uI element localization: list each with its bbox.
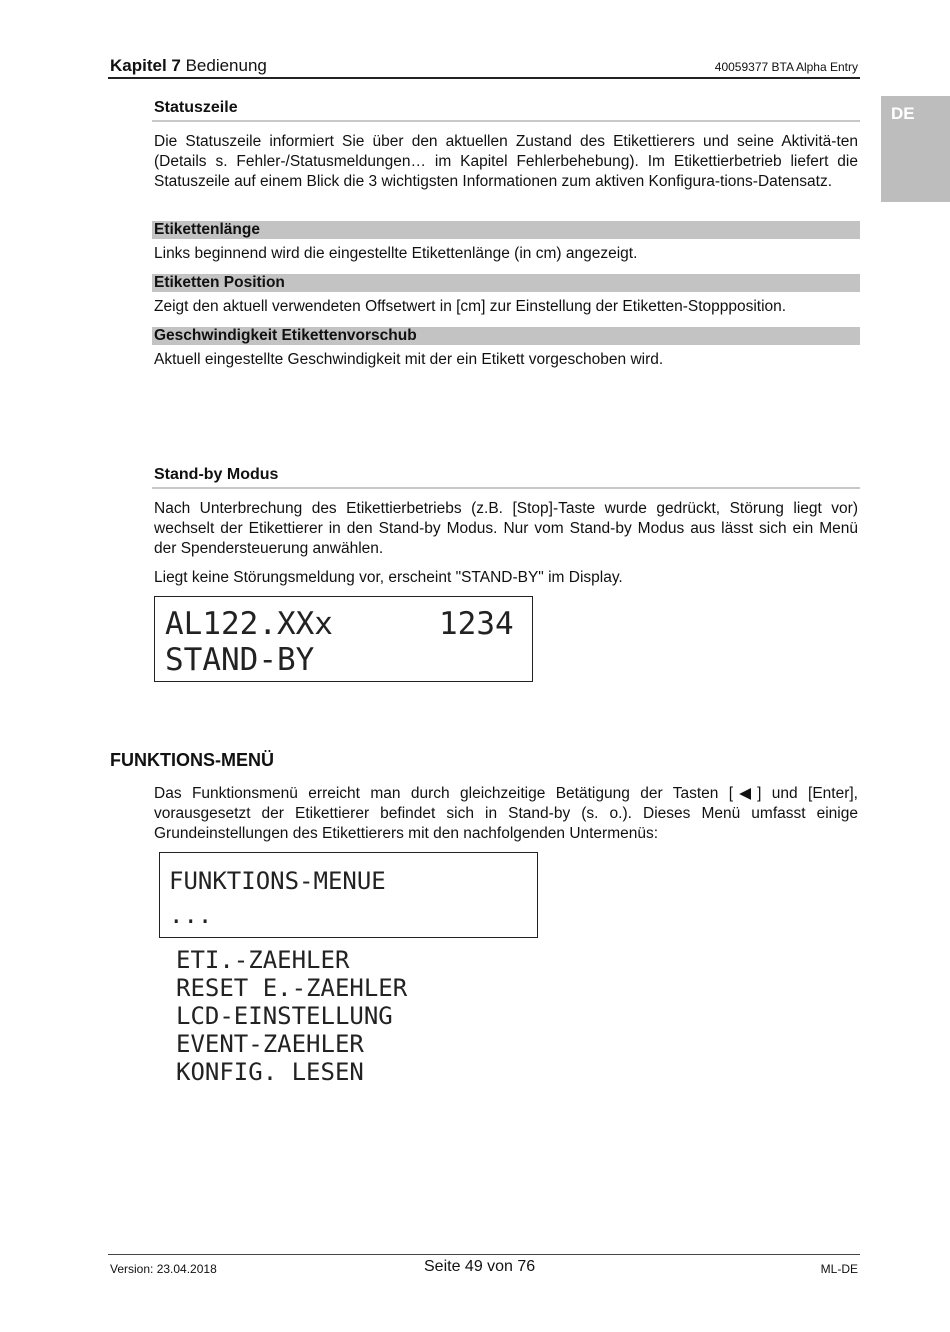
funktionsmenu-lcd-display — [159, 852, 538, 938]
standby-lcd-display — [154, 596, 533, 682]
field-text-geschwindigkeit: Aktuell eingestellte Geschwindigkeit mit der ein Etikett vorgeschoben wird. — [154, 351, 664, 368]
header-rule — [108, 77, 860, 79]
chapter-heading — [110, 56, 267, 76]
lcd-line-1-right: 1234 — [439, 606, 514, 642]
field-label: Etikettenlänge — [154, 221, 260, 238]
field-text-etikettenlaenge: Links beginnend wird die eingestellte Etikettenlänge (in cm) angezeigt. — [154, 245, 638, 262]
footer-code: ML-DE — [820, 1262, 858, 1276]
standby-text: Nach Unterbrechung des Etikettierbetriebs (z.B. [Stop]-Taste wurde gedrückt, Störung liegt vor) wechselt der Etikettierer in den Stand-by Modus. Nur vom Stand-by Modus aus lässt sich ein Menü der Spendersteuerung anwählen. — [154, 500, 858, 557]
lcd-line-2: ... — [169, 901, 213, 929]
chapter-name: Bedienung — [180, 56, 267, 75]
lcd-line-1-left: AL122.XXx — [165, 606, 333, 642]
language-tab — [881, 96, 950, 202]
standby-display-hint: Liegt keine Störungsmeldung vor, erscheint "STAND-BY" im Display. — [154, 569, 623, 586]
standby-title: Stand-by Modus — [154, 466, 279, 483]
submenu-item: RESET E.-ZAEHLER — [176, 974, 408, 1002]
footer-rule — [108, 1254, 860, 1255]
field-bar-etiketten-position — [152, 274, 860, 292]
field-label: Etiketten Position — [154, 274, 285, 291]
language-tab-label: DE — [891, 104, 915, 123]
field-bar-geschwindigkeit — [152, 327, 860, 345]
statuszeile-title: Statuszeile — [154, 99, 238, 116]
submenu-item: LCD-EINSTELLUNG — [176, 1002, 393, 1030]
field-bar-etikettenlaenge — [152, 221, 860, 239]
footer-version: Version: 23.04.2018 — [110, 1262, 217, 1276]
submenu-item: ETI.-ZAEHLER — [176, 946, 350, 974]
funktionsmenu-title: FUNKTIONS-MENÜ — [110, 750, 274, 770]
funktionsmenu-text: Das Funktionsmenü erreicht man durch gleichzeitige Betätigung der Tasten [◀] und [Enter], vorausgesetzt der Etikettierer befindet sich in Stand-by (s. o.). Dieses Menü umfasst einige Grundeinstellungen des Etikettierers mit den nachfolgenden Untermenüs: — [154, 785, 858, 842]
document-id: 40059377 BTA Alpha Entry — [714, 60, 858, 74]
statuszeile-rule — [152, 120, 860, 122]
lcd-line-2: STAND-BY — [165, 642, 315, 678]
footer-page-number: Seite 49 von 76 — [424, 1258, 536, 1275]
chapter-number: Kapitel 7 — [110, 56, 181, 75]
statuszeile-text: Die Statuszeile informiert Sie über den aktuellen Zustand des Etikettierers und seine Aktivitä-ten (Details s. Fehler-/Statusmeldungen… im Kapitel Fehlerbehebung). Im Etikettierbetrieb liefert die Statuszeile auf einem Blick die 3 wichtigsten Informationen zum aktiven Konfigura-tions-Datensatz. — [154, 133, 858, 190]
submenu-list — [176, 946, 407, 1086]
lcd-line-1: FUNKTIONS-MENUE — [169, 867, 386, 895]
standby-rule — [152, 487, 860, 489]
field-text-etiketten-position: Zeigt den aktuell verwendeten Offsetwert in [cm] zur Einstellung der Etiketten-Stoppposition. — [154, 298, 787, 315]
submenu-item: EVENT-ZAEHLER — [176, 1030, 364, 1058]
submenu-item: KONFIG. LESEN — [176, 1058, 364, 1086]
field-label: Geschwindigkeit Etikettenvorschub — [154, 327, 417, 344]
